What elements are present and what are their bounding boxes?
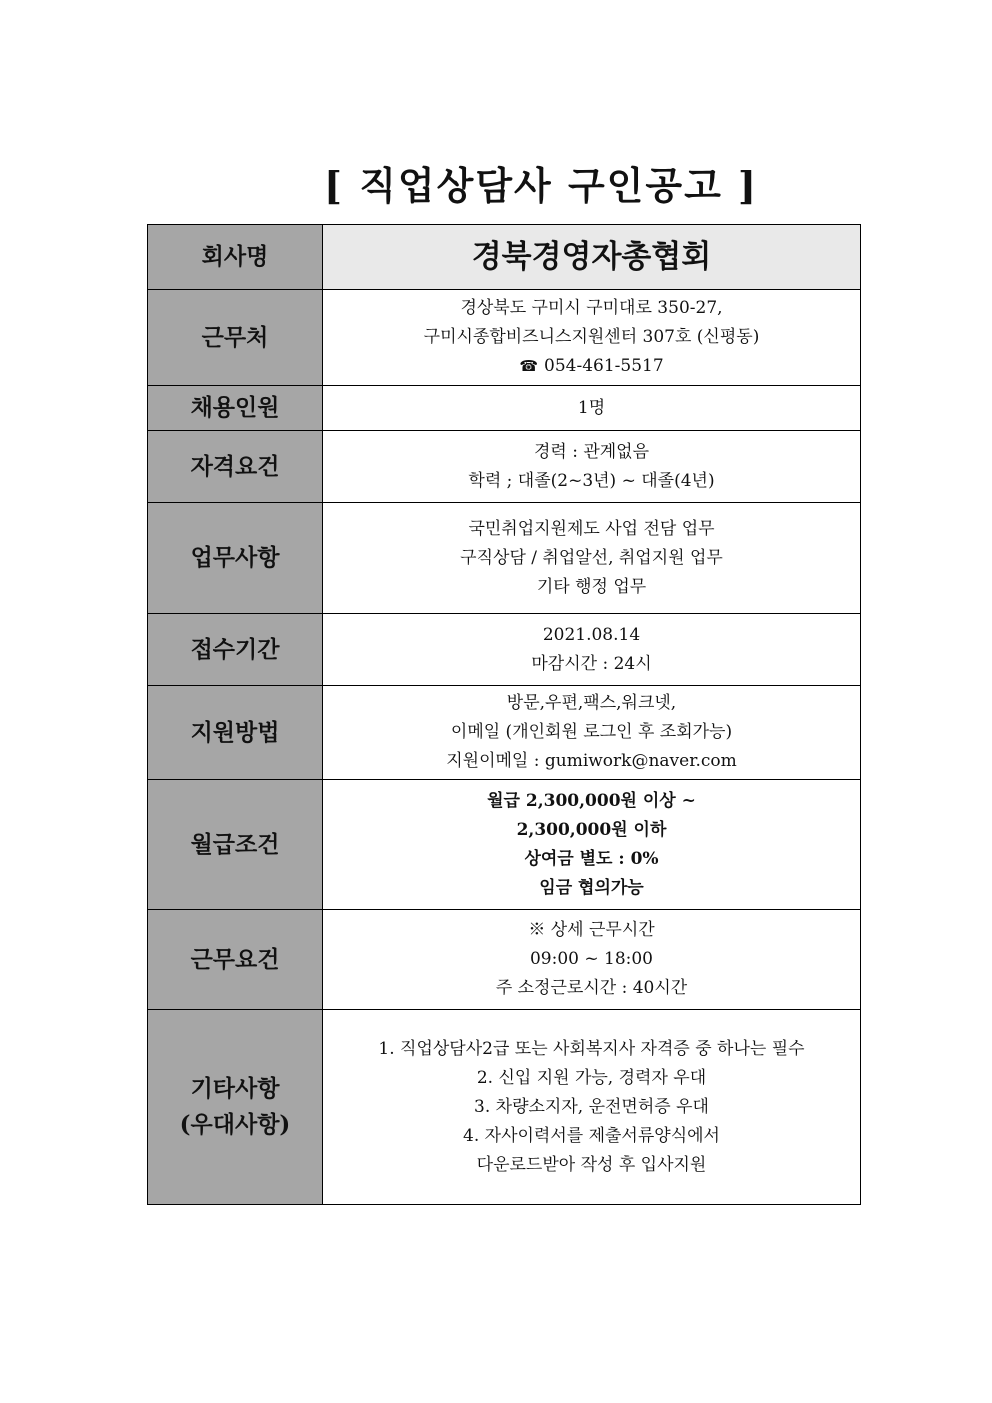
salary-line: 상여금 별도 : 0%	[524, 848, 659, 869]
workplace-value	[323, 290, 861, 386]
duty-line: 구직상담 / 취업알선, 취업지원 업무	[460, 547, 723, 568]
qualification-line: 경력 : 관계없음	[533, 441, 650, 462]
salary-line: 2,300,000원 이하	[516, 819, 667, 840]
work-condition-line: ※ 상세 근무시간	[528, 920, 655, 940]
other-label-line-2: (우대사항)	[179, 1111, 291, 1138]
row-qualifications	[148, 431, 861, 503]
other-label-line-1: 기타사항	[190, 1075, 280, 1102]
method-line: 방문,우편,팩스,워크넷,	[506, 693, 677, 713]
duties-label: 업무사항	[148, 503, 323, 614]
row-headcount	[148, 386, 861, 431]
row-duties	[148, 503, 861, 614]
other-line: 1. 직업상담사2급 또는 사회복지사 자격증 중 하나는 필수	[378, 1038, 805, 1059]
application-date: 2021.08.14	[542, 624, 641, 645]
row-workplace	[148, 290, 861, 386]
page-title: [ 직업상담사 구인공고 ]	[323, 163, 759, 208]
other-line: 4. 자사이력서를 제출서류양식에서	[463, 1125, 720, 1146]
qualifications-value	[323, 431, 861, 503]
application-period-label: 접수기간	[148, 614, 323, 686]
row-other	[148, 1010, 861, 1205]
salary-line: 월급 2,300,000원 이상 ~	[487, 790, 696, 811]
salary-line: 임금 협의가능	[539, 877, 644, 898]
phone-line	[323, 352, 860, 381]
company-label: 회사명	[148, 225, 323, 290]
duty-line: 국민취업지원제도 사업 전담 업무	[468, 518, 715, 539]
other-label	[148, 1010, 323, 1205]
application-deadline-time: 마감시간 : 24시	[531, 653, 652, 674]
duty-line: 기타 행정 업무	[536, 576, 647, 597]
phone-icon: ☎	[519, 357, 539, 375]
application-period-value	[323, 614, 861, 686]
company-name: 경북경영자총협회	[323, 225, 861, 290]
job-posting-table	[147, 224, 861, 1205]
other-value	[323, 1010, 861, 1205]
work-hours: 09:00 ~ 18:00	[529, 949, 654, 969]
other-line: 3. 차량소지자, 운전면허증 우대	[474, 1096, 709, 1117]
headcount-value: 1명	[323, 386, 861, 431]
row-work-conditions	[148, 910, 861, 1010]
work-conditions-value	[323, 910, 861, 1010]
weekly-hours: 주 소정근로시간 : 40시간	[495, 978, 688, 998]
method-line: 이메일 (개인회원 로그인 후 조회가능)	[450, 722, 733, 742]
qualification-line: 학력 ; 대졸(2~3년) ~ 대졸(4년)	[468, 470, 715, 491]
salary-value	[323, 780, 861, 910]
row-company	[148, 225, 861, 290]
address-line-1: 경상북도 구미시 구미대로 350-27,	[460, 298, 723, 318]
phone-number: 054-461-5517	[544, 356, 664, 376]
other-line: 다운로드받아 작성 후 입사지원	[476, 1154, 707, 1175]
application-email: 지원이메일 : gumiwork@naver.com	[446, 751, 737, 771]
application-method-value	[323, 686, 861, 780]
other-line: 2. 신입 지원 가능, 경력자 우대	[476, 1067, 707, 1088]
address-line-2: 구미시종합비즈니스지원센터 307호 (신평동)	[423, 327, 760, 347]
row-application-period	[148, 614, 861, 686]
headcount-label: 채용인원	[148, 386, 323, 431]
work-conditions-label: 근무요건	[148, 910, 323, 1010]
workplace-label: 근무처	[148, 290, 323, 386]
application-method-label: 지원방법	[148, 686, 323, 780]
qualifications-label: 자격요건	[148, 431, 323, 503]
duties-value	[323, 503, 861, 614]
salary-label: 월급조건	[148, 780, 323, 910]
row-salary	[148, 780, 861, 910]
row-application-method	[148, 686, 861, 780]
